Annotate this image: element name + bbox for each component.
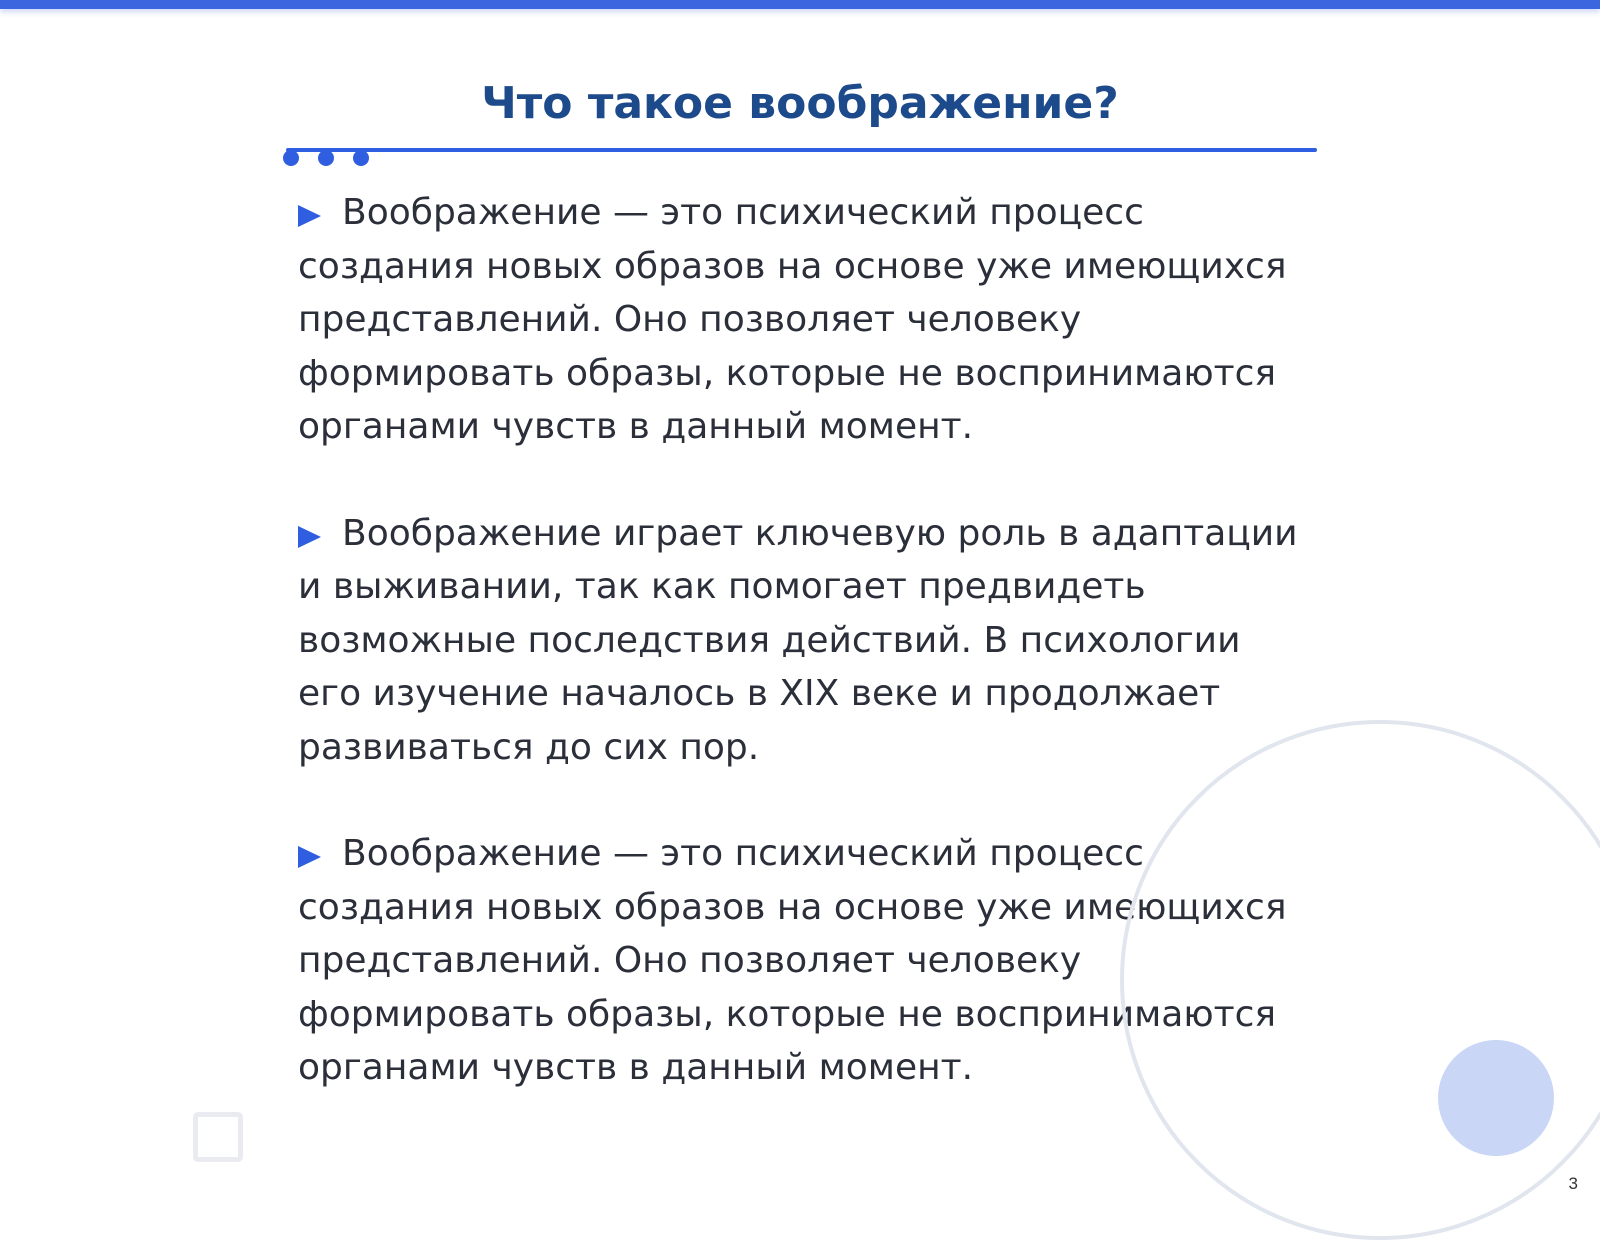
bullet-paragraph-2 <box>298 507 1308 775</box>
underline-dot <box>353 150 369 166</box>
underline-dot <box>318 150 334 166</box>
slide-title: Что такое воображение? <box>481 78 1119 129</box>
triangle-right-icon <box>298 846 321 868</box>
underline-dot <box>283 150 299 166</box>
title-underline <box>286 148 1317 152</box>
triangle-right-icon <box>298 205 321 227</box>
page-number: 3 <box>1568 1174 1578 1193</box>
decorative-circle <box>1438 1040 1554 1156</box>
decorative-square <box>193 1112 243 1162</box>
top-accent-bar <box>0 0 1600 9</box>
triangle-right-icon <box>298 526 321 548</box>
bullet-paragraph-1 <box>298 186 1308 454</box>
bullet-text: Воображение играет ключевую роль в адаптации и выживании, так как помогает предвидеть возможные последствия действий. В психологии его изучение началось в XIX веке и продолжает развиваться до сих пор. <box>298 512 1298 768</box>
bullet-text: Воображение — это психический процесс создания новых образов на основе уже имеющихся представлений. Оно позволяет человеку формировать образы, которые не воспринимаются органами чувств в данный момент. <box>298 192 1287 447</box>
bullet-text: Воображение — это психический процесс создания новых образов на основе уже имеющихся представлений. Оно позволяет человеку формировать образы, которые не воспринимаются органами чувств в данный момент. <box>298 833 1287 1088</box>
